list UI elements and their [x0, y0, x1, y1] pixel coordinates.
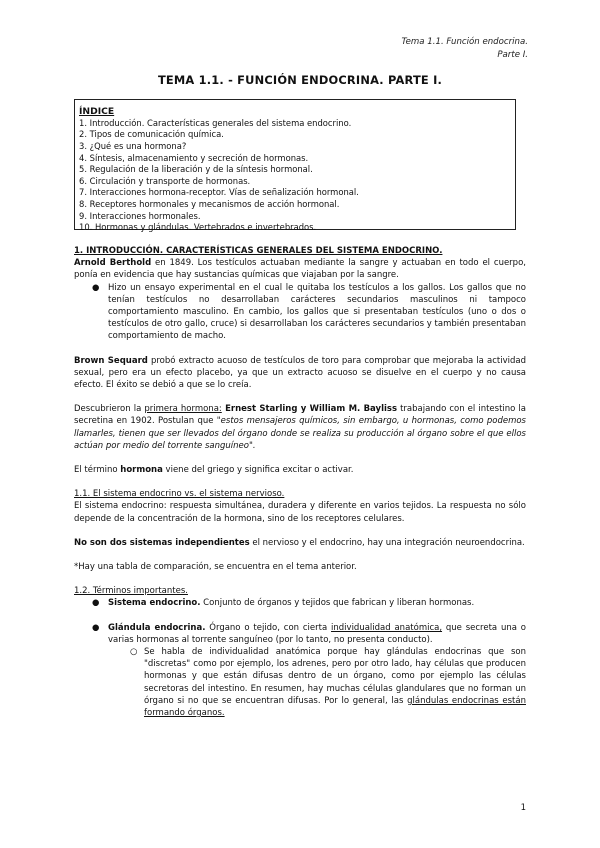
page-number: 1 [520, 803, 526, 813]
bullet-dot-icon: ● [92, 282, 100, 293]
running-header-line2: Parte I. [497, 50, 528, 60]
index-heading: ÍNDICE [79, 106, 115, 117]
bullet-dot-icon: ● [92, 622, 100, 633]
index-item-6: 6. Circulación y transporte de hormonas. [79, 175, 251, 186]
comparison-note: *Hay una tabla de comparación, se encuentra en el tema anterior. [74, 562, 357, 573]
sub-bullet-individualidad [74, 646, 526, 719]
hormona-text-a: El término [74, 465, 121, 476]
sub-bullet-underline: glándulas endocrinas están formando órganos. [144, 695, 526, 719]
page-title: TEMA 1.1. - FUNCIÓN ENDOCRINA. PARTE I. [157, 73, 443, 87]
index-item-2: 2. Tipos de comunicación química. [79, 129, 224, 140]
berthold-bullet [74, 282, 526, 343]
hormona-paragraph [74, 464, 526, 476]
index-item-5: 5. Regulación de la liberación y de la síntesis hormonal. [79, 164, 313, 175]
first-hormone-label: primera hormona: [144, 404, 222, 415]
index-box [74, 99, 516, 233]
term-2-bold: Glándula endocrina. [108, 622, 206, 633]
index-item-4: 4. Síntesis, almacenamiento y secreción de hormonas. [79, 152, 309, 163]
discovery-text-a: Descubrieron la [74, 404, 145, 415]
bullet-dot-icon: ● [92, 598, 100, 609]
brown-text: probó extracto acuoso de testículos de toro para comprobar que mejoraba la actividad sexual, pero era un efecto placebo, ya que un extracto acuoso se disuelve en el cuerpo y no causa efecto. El éxito se debió a que se lo creía. [74, 355, 526, 391]
section-1-heading: 1. INTRODUCCIÓN. CARACTERÍSTICAS GENERALES DEL SISTEMA ENDOCRINO. [74, 246, 443, 256]
berthold-paragraph [74, 257, 526, 281]
sub-bullet-text: Se habla de individualidad anatómica porque hay glándulas endocrinas que son "discretas" como por ejemplo, los adrenes, pero por otro lado, hay células que producen hormonas y que están difusas dentro de un órgano, como por ejemplo las células secretoras del intestino. En resumen, hay muchas células glandulares que no forman un órgano si no que se encuentran difusas. Por lo general, las [144, 647, 526, 706]
brown-name: Brown Sequard [74, 355, 148, 366]
index-item-9: 9. Interacciones hormonales. [79, 210, 201, 221]
term-sistema-endocrino [74, 597, 526, 609]
integration-paragraph [74, 537, 526, 549]
term-1-bold: Sistema endocrino. [108, 598, 201, 609]
berthold-bullet-text: Hizo un ensayo experimental en el cual le quitaba los testículos a los gallos. Los gallos que no tenían testículos no desarrollaban carácteres secundarios masculinos ni tampoco comportamiento masculino. En cambio, los gallos que si presentaban testículos (uno o dos o testículos de otro gallo, cruce) si desarrollaban los carácteres secundarios y también presentaban comportamiento de macho. [108, 282, 526, 342]
index-item-7: 7. Interacciones hormona-receptor. Vías de señalización hormonal. [79, 187, 359, 198]
index-item-3: 3. ¿Qué es una hormona? [79, 140, 187, 151]
endocrine-response-paragraph: El sistema endocrino: respuesta simultánea, duradera y diferente en varios tejidos. La respuesta no sólo depende de la concentración de la hormona, sino de los receptores celulares. [74, 501, 526, 524]
index-item-10: 10. Hormonas y glándulas. Vertebrados e invertebrados. [79, 222, 317, 233]
discovery-paragraph [74, 403, 526, 452]
brown-paragraph [74, 355, 526, 392]
running-header [401, 36, 528, 62]
term-2-text-a: Órgano o tejido, con cierta [205, 622, 332, 633]
hormona-text-b: viene del griego y significa excitar o activar. [162, 465, 354, 476]
bullet-circle-icon: ○ [130, 647, 138, 658]
integration-bold: No son dos sistemas independientes [74, 537, 250, 548]
section-1-2-heading: 1.2. Términos importantes. [74, 586, 188, 597]
discovery-text-b: trabajando con el intestino la secretina en 1902. Postulan que [74, 404, 526, 427]
term-2-underline: individualidad anatómica, [331, 622, 443, 633]
main-content [74, 245, 526, 719]
hormona-word: hormona [120, 465, 163, 476]
index-item-1: 1. Introducción. Características generales del sistema endocrino. [79, 117, 352, 128]
term-1-text: Conjunto de órganos y tejidos que fabrican y liberan hormonas. [200, 598, 475, 609]
discoverer-names: Ernest Starling y William M. Bayliss [221, 404, 398, 415]
running-header-line1: Tema 1.1. Función endocrina. [401, 37, 528, 47]
term-2-text-b: que secreta una o varias hormonas al torrente sanguíneo (por lo tanto, no presenta conducto). [108, 622, 526, 645]
berthold-text: en 1849. Los testículos actuaban mediante la sangre y actuaban en todo el cuerpo, ponía en evidencia que hay sustancias químicas que viajaban por la sangre. [74, 258, 526, 281]
section-1-1-heading: 1.1. El sistema endocrino vs. el sistema nervioso. [74, 489, 285, 500]
index-item-8: 8. Receptores hormonales y mecanismos de acción hormonal. [79, 198, 340, 209]
integration-text: el nervioso y el endocrino, hay una integración neuroendocrina. [249, 537, 525, 548]
berthold-name: Arnold Berthold [74, 258, 152, 269]
discovery-quote: "estos mensajeros químicos, sin embargo, u hormonas, como podemos llamarles, tienen que ser llevados del órgano donde se realiza su producción al órgano sobre el que ellos actúan por medio del torrente sanguíneo". [74, 416, 526, 451]
term-glandula-endocrina [74, 622, 526, 646]
